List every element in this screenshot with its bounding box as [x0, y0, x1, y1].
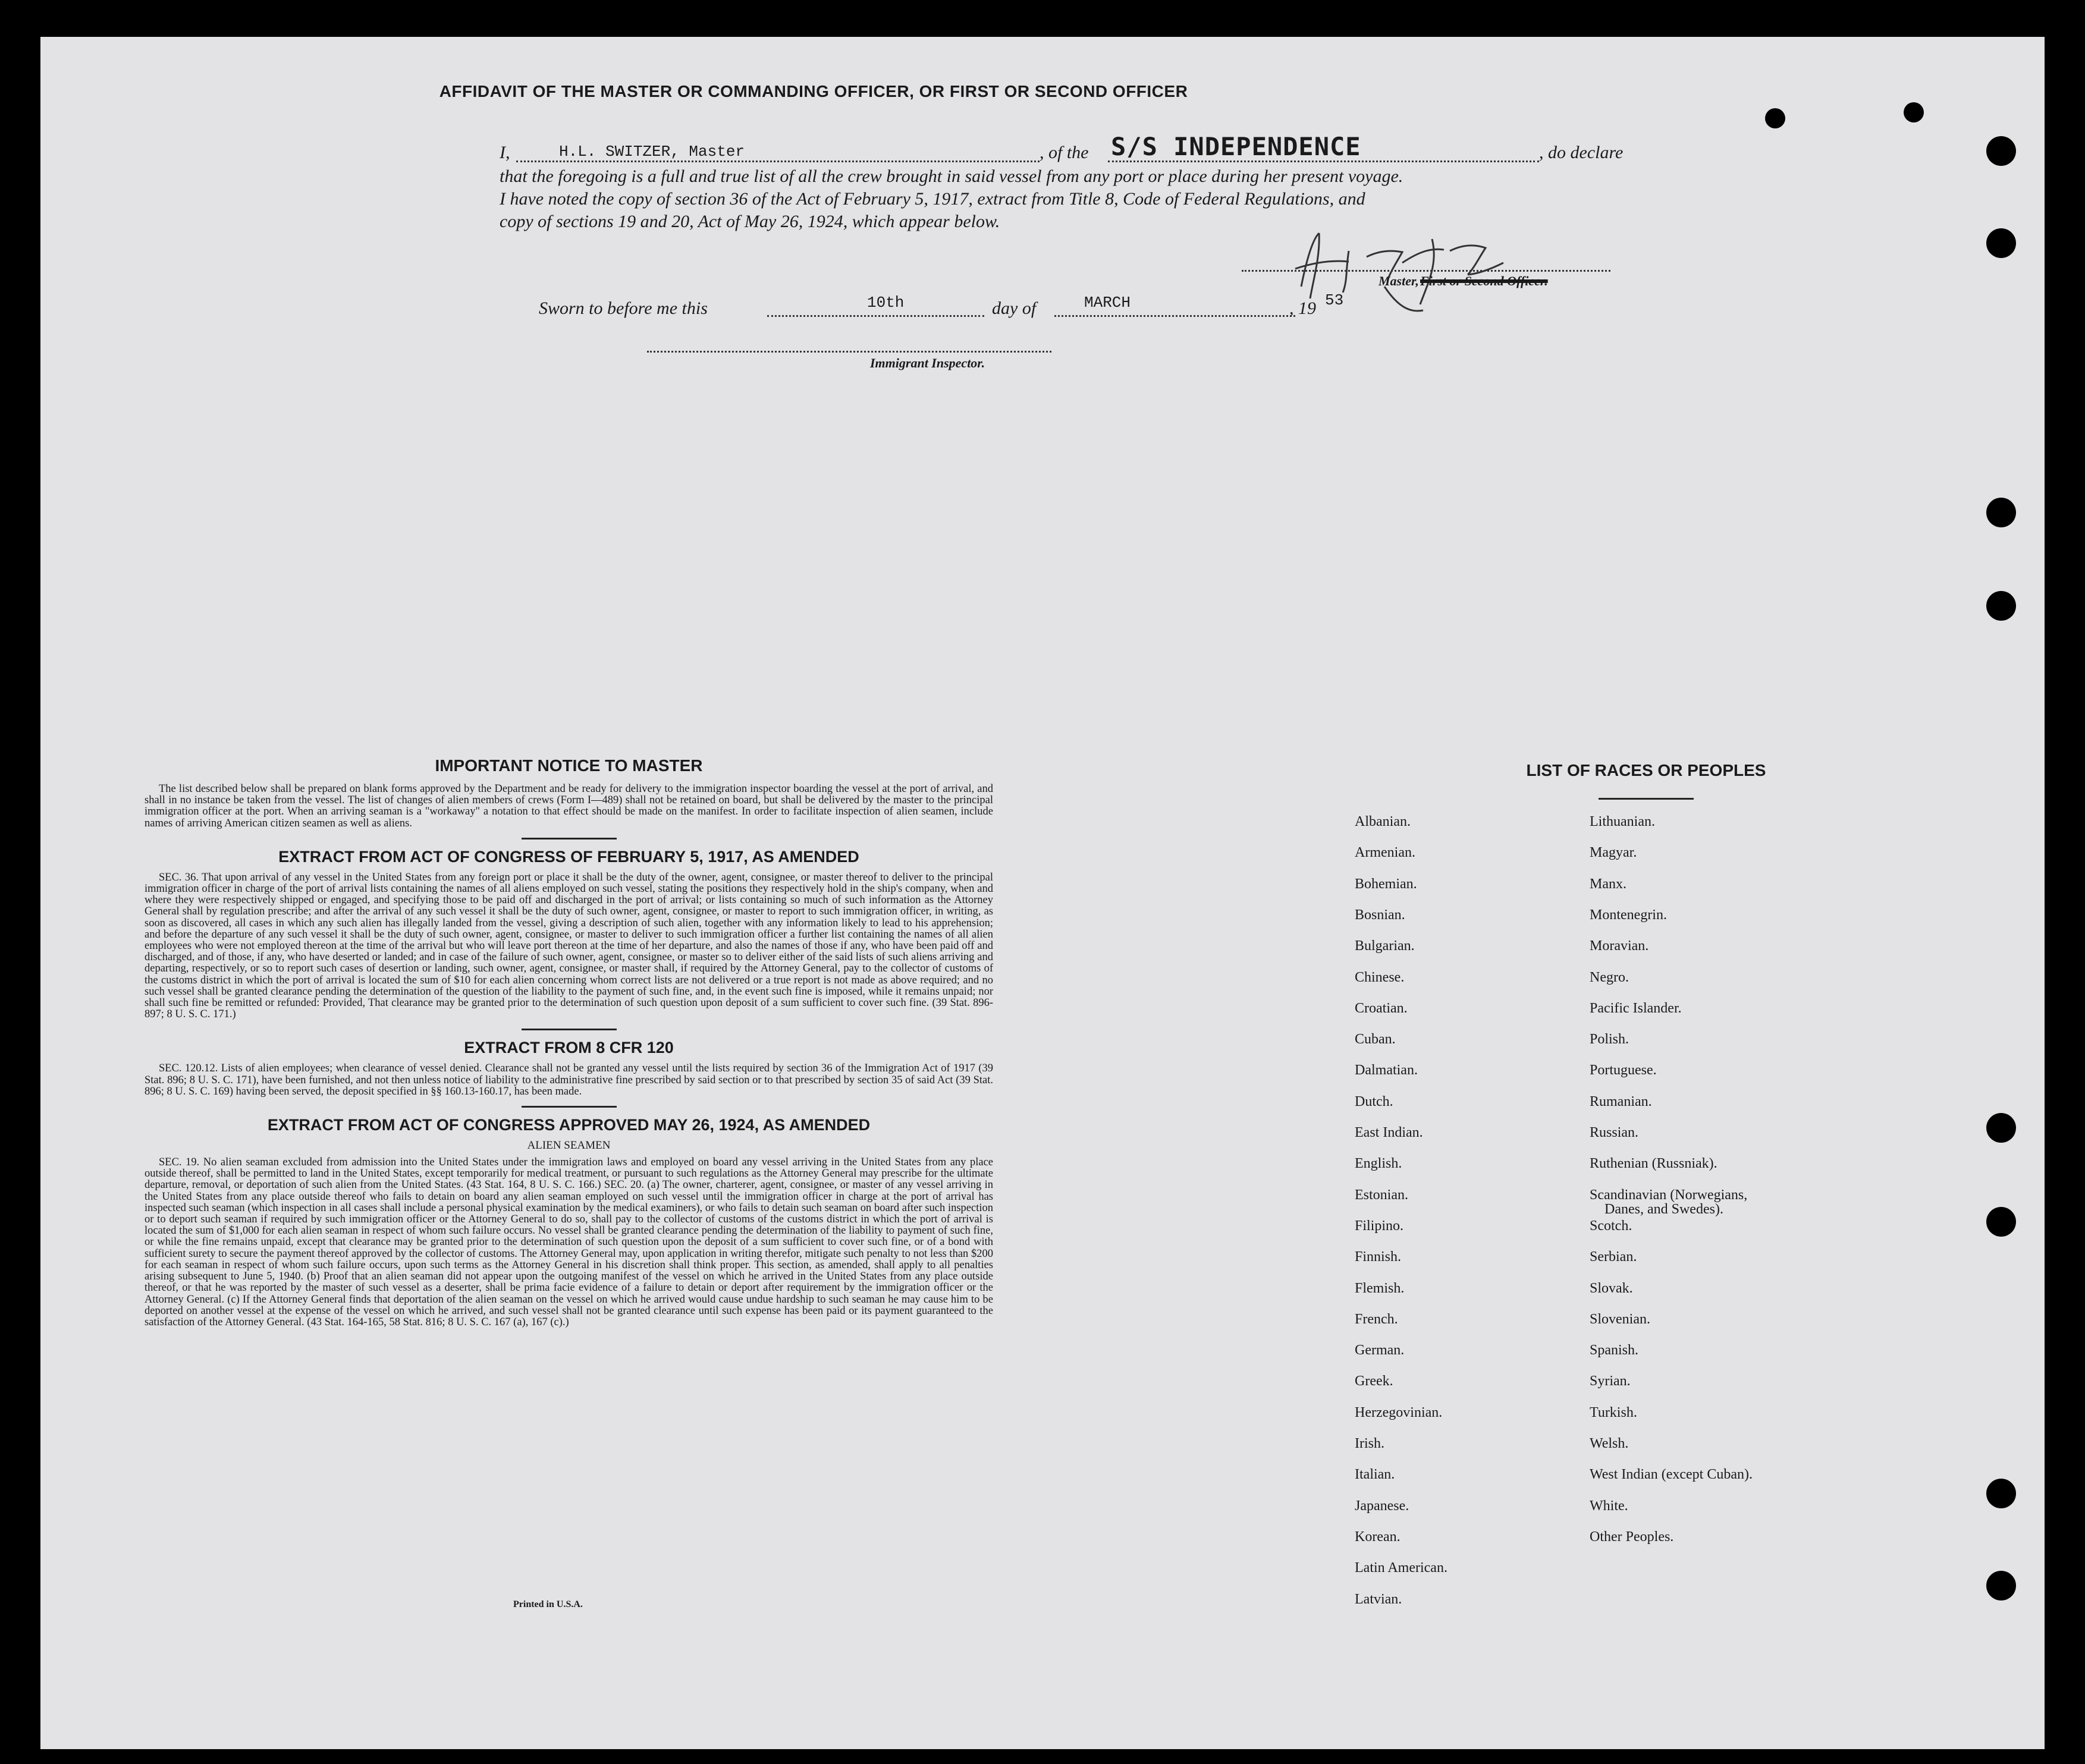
notice-heading: IMPORTANT NOTICE TO MASTER [435, 756, 703, 775]
sworn-month-field: MARCH [1084, 294, 1131, 312]
affidavit-line-4: copy of sections 19 and 20, Act of May 26, 1924, which appear below. [500, 212, 1000, 231]
race-item: Negro. [1590, 969, 1629, 985]
master-signature [1277, 215, 1587, 322]
races-heading: LIST OF RACES OR PEOPLES [1526, 761, 1766, 779]
race-item: Armenian. [1355, 845, 1415, 861]
do-declare-label: , do declare [1539, 143, 1624, 162]
race-item: Scotch. [1590, 1218, 1632, 1234]
extract-1924-heading: EXTRACT FROM ACT OF CONGRESS APPROVED MAY 26, 1924, AS AMENDED [267, 1116, 871, 1134]
punch-hole [1986, 1207, 2016, 1237]
race-item: Italian. [1355, 1467, 1395, 1483]
race-item: Portuguese. [1590, 1062, 1657, 1078]
race-item: Flemish. [1355, 1280, 1405, 1296]
sworn-day-field: 10th [867, 294, 905, 312]
race-item: Moravian. [1590, 938, 1649, 954]
punch-hole [1986, 1113, 2016, 1143]
race-item: Polish. [1590, 1032, 1629, 1048]
affidavit-line-2: that the foregoing is a full and true list of all the crew brought in said vessel from any port or place during her present voyage. [500, 166, 1403, 186]
affidavit-line-3: I have noted the copy of section 36 of the Act of February 5, 1917, extract from Title 8, Code of Federal Regulations, and [500, 189, 1365, 209]
race-item: Serbian. [1590, 1249, 1637, 1265]
notice-body: The list described below shall be prepared on blank forms approved by the Department and be ready for delivery to the immigration inspector boarding the vessel at the port of arrival, and shall in no instance be taken from the vessel. The list of changes of alien members of crews (Form I—489) shall not be retained on board, but shall be delivered by the master to the principal immigration officer at the port. When an arriving seaman is a "workaway" a notation to that effect should be made on the manifest. In order to facilitate inspection of alien seamen, include names of arriving American citizen seamen as well as aliens. [145, 783, 993, 829]
section-divider [522, 1106, 617, 1108]
race-item: Chinese. [1355, 969, 1405, 985]
master-name-line [516, 161, 1040, 162]
race-item: Bulgarian. [1355, 938, 1415, 954]
race-item: Greek. [1355, 1373, 1393, 1389]
affidavit-heading: AFFIDAVIT OF THE MASTER OR COMMANDING OFFICER, OR FIRST OR SECOND OFFICER [439, 82, 1188, 100]
race-item: Welsh. [1590, 1436, 1629, 1451]
race-item: Latin American. [1355, 1560, 1447, 1576]
year-prefix-label: , 19 [1289, 298, 1316, 318]
sworn-day-line [767, 315, 984, 317]
race-item: White. [1590, 1498, 1628, 1514]
of-the-label: , of the [1040, 143, 1089, 162]
punch-hole [1765, 108, 1785, 128]
race-item: Pacific Islander. [1590, 1000, 1682, 1016]
master-name-field: H.L. SWITZER, Master [559, 143, 745, 161]
races-divider [1599, 798, 1694, 800]
extract-1924-subheading: ALIEN SEAMEN [527, 1139, 611, 1152]
inspector-caption: Immigrant Inspector. [870, 356, 985, 370]
race-item: Albanian. [1355, 814, 1411, 829]
punch-hole [1986, 1571, 2016, 1601]
punch-hole [1986, 1479, 2016, 1508]
punch-hole [1986, 228, 2016, 258]
race-item: Scandinavian (Norwegians, [1590, 1187, 1748, 1203]
extract-1924-body: SEC. 19. No alien seaman excluded from admission into the United States under the immigration laws and employed on board any vessel arriving in the United States from any place outside thereof, shall be permitted to land in the United States, except temporarily for medical treatment, or pursuant to such regulations as the Attorney General may prescribe for the ultimate departure, removal, or deportation of such alien from the United States. (43 Stat. 164, 8 U. S. C. 166.) SEC. 20. (a) The owner, charterer, agent, consignee, or master of any vessel arriving in the United States from any place outside thereof who fails to detain on board any alien seaman employed on such vessel until the immigration officer in charge at the port of arrival has inspected such seaman (which inspection in all cases shall include a personal physical examination by the medical examiners), or who fails to detain such seaman on board after such inspection or to deport such seaman if required by such immigration officer or the Attorney General to do so, shall pay to the collector of customs of the customs district in which the port of arrival is located the sum of $1,000 for each alien seaman in respect of whom such failure occurs. No vessel shall be granted clearance pending the determination of the liability to payment of such fine, or while the fine remains unpaid, except that clearance may be granted prior to the determination of such question upon the deposit of a sum sufficient to cover such fine, or of a bond with sufficient surety to secure the payment thereof approved by the collector of customs. The Attorney General may, upon application in writing therefor, mitigate such penalty to not less than $200 for each seaman in respect of whom such failure occurs, upon such terms as the Attorney General in his discretion shall think proper. This section, as amended, shall apply to all penalties arising subsequent to June 5, 1940. (b) Proof that an alien seaman did not appear upon the outgoing manifest of the vessel on which he arrived in the United States from any place outside thereof, or that he was reported by the master of such vessel as a deserter, shall be prima facie evidence of a failure to detain or deport after requirement by the immigration officer or the Attorney General. (c) If the Attorney General finds that deportation of the alien seaman on the vessel on which he arrived would cause undue hardship to such seaman he may cause him to be deported on another vessel at the expense of the vessel on which he arrived, and such vessel shall not be granted clearance until such expense has been paid or its payment guaranteed to the satisfaction of the Attorney General. (43 Stat. 164-165, 58 Stat. 816; 8 U. S. C. 167 (a), 167 (c).) [145, 1156, 993, 1328]
race-item: Latvian. [1355, 1591, 1402, 1607]
i-label: I, [500, 143, 510, 162]
race-item: Rumanian. [1590, 1093, 1652, 1109]
section-divider [522, 838, 617, 839]
race-item: Dalmatian. [1355, 1062, 1418, 1078]
race-item: Syrian. [1590, 1373, 1631, 1389]
punch-hole [1986, 498, 2016, 527]
race-item: Danes, and Swedes). [1604, 1201, 1723, 1217]
race-item: Slovenian. [1590, 1311, 1650, 1327]
race-item: Spanish. [1590, 1342, 1639, 1359]
race-item: Lithuanian. [1590, 814, 1655, 829]
punch-hole [1986, 591, 2016, 621]
printed-in-usa: Printed in U.S.A. [513, 1599, 583, 1609]
race-item: Turkish. [1590, 1404, 1637, 1420]
punch-hole [1986, 136, 2016, 166]
race-item: Magyar. [1590, 845, 1637, 861]
race-item: West Indian (except Cuban). [1590, 1467, 1753, 1483]
race-item: Bosnian. [1355, 907, 1405, 923]
vessel-name-field: S/S INDEPENDENCE [1111, 132, 1361, 161]
race-item: Manx. [1590, 876, 1626, 892]
race-item: Filipino. [1355, 1218, 1404, 1234]
race-item: Other Peoples. [1590, 1529, 1674, 1545]
year-field: 53 [1325, 291, 1344, 309]
signature-caption-struck: First or Second Officer. [1420, 273, 1548, 288]
sworn-label: Sworn to before me this [539, 298, 708, 318]
race-item: Herzegovinian. [1355, 1404, 1443, 1420]
extract-1917-heading: EXTRACT FROM ACT OF CONGRESS OF FEBRUARY 5, 1917, AS AMENDED [278, 847, 859, 866]
extract-1917-body: SEC. 36. That upon arrival of any vessel in the United States from any foreign port or place it shall be the duty of the owner, agent, consignee, or master thereof to deliver to the principal immigration officer in charge of the port of arrival lists containing the names of all aliens employed on such vessel, stating the positions they respectively hold in the ship's company, when and where they were respectively shipped or engaged, and specifying those to be paid off and discharged in the port of arrival; or lists containing so much of such information as the Attorney General shall by regulation prescribe; and after the arrival of any such vessel it shall be the duty of such owner, agent, consignee, or master to report to such immigration officer, in writing, as soon as discovered, all cases in which any such alien has illegally landed from the vessel, giving a description of such alien, together with any information likely to lead to his apprehension; and before the departure of any such vessel it shall be the duty of such owner, agent, consignee, or master to deliver to such immigration officer a further list containing the names of all alien employees who were not employed thereon at the time of the arrival but who will leave port thereon at the time of her departure, and also the names of those if any, who have been paid off and discharged, and of those, if any, who have deserted or landed; and in case of the failure of such owner, agent, consignee, or master so to deliver either of the said lists of such aliens arriving and departing, respectively, or so to report such cases of desertion or landing, such owner, agent, consignee, or master shall, if required by the Attorney General, pay to the collector of customs of the customs district in which the port of arrival is located the sum of $10 for each alien concerning whom correct lists are not delivered or a true report is not made as above required; and no such vessel shall be granted clearance pending the determination of the question of the liability to the payment of such fine, and, in the event such fine is imposed, while it remains unpaid; nor shall such fine be remitted or refunded: Provided, That clearance may be granted prior to the determination of such question upon deposit of a sum sufficient to cover such fine. (39 Stat. 896-897; 8 U. S. C. 171.) [145, 871, 993, 1021]
extract-cfr-heading: EXTRACT FROM 8 CFR 120 [464, 1039, 674, 1057]
race-item: Finnish. [1355, 1249, 1402, 1265]
section-divider [522, 1029, 617, 1030]
race-item: Cuban. [1355, 1032, 1396, 1048]
race-item: Estonian. [1355, 1187, 1408, 1203]
race-item: Montenegrin. [1590, 907, 1667, 923]
race-item: English. [1355, 1156, 1402, 1172]
inspector-signature-line [647, 351, 1051, 353]
document-page [40, 37, 2045, 1749]
race-item: Bohemian. [1355, 876, 1417, 892]
race-item: Japanese. [1355, 1498, 1409, 1514]
race-item: Dutch. [1355, 1093, 1393, 1109]
race-item: Slovak. [1590, 1280, 1633, 1296]
notice-column [145, 756, 993, 1328]
race-item: East Indian. [1355, 1125, 1423, 1140]
extract-cfr-body: SEC. 120.12. Lists of alien employees; when clearance of vessel denied. Clearance shall not be granted any vessel until the lists required by section 36 of the Immigration Act of 1917 (39 Stat. 896; 8 U. S. C. 171), have been furnished, and not then unless notice of liability to the administrative fine prescribed by said section or to that prescribed by section 35 of said Act (39 Stat. 896; 8 U. S. C. 169) having been served, the deposit specified in §§ 160.13-160.17, has been made. [145, 1062, 993, 1098]
race-item: Korean. [1355, 1529, 1401, 1545]
race-item: Irish. [1355, 1436, 1384, 1451]
race-item: Ruthenian (Russniak). [1590, 1156, 1717, 1172]
sworn-month-line [1054, 315, 1295, 317]
signature-caption-master: Master, [1379, 273, 1419, 288]
day-of-label: day of [992, 298, 1037, 318]
race-item: German. [1355, 1342, 1405, 1359]
race-item: Russian. [1590, 1125, 1639, 1140]
race-item: French. [1355, 1311, 1398, 1327]
race-item: Croatian. [1355, 1000, 1408, 1016]
punch-hole [1904, 102, 1924, 122]
